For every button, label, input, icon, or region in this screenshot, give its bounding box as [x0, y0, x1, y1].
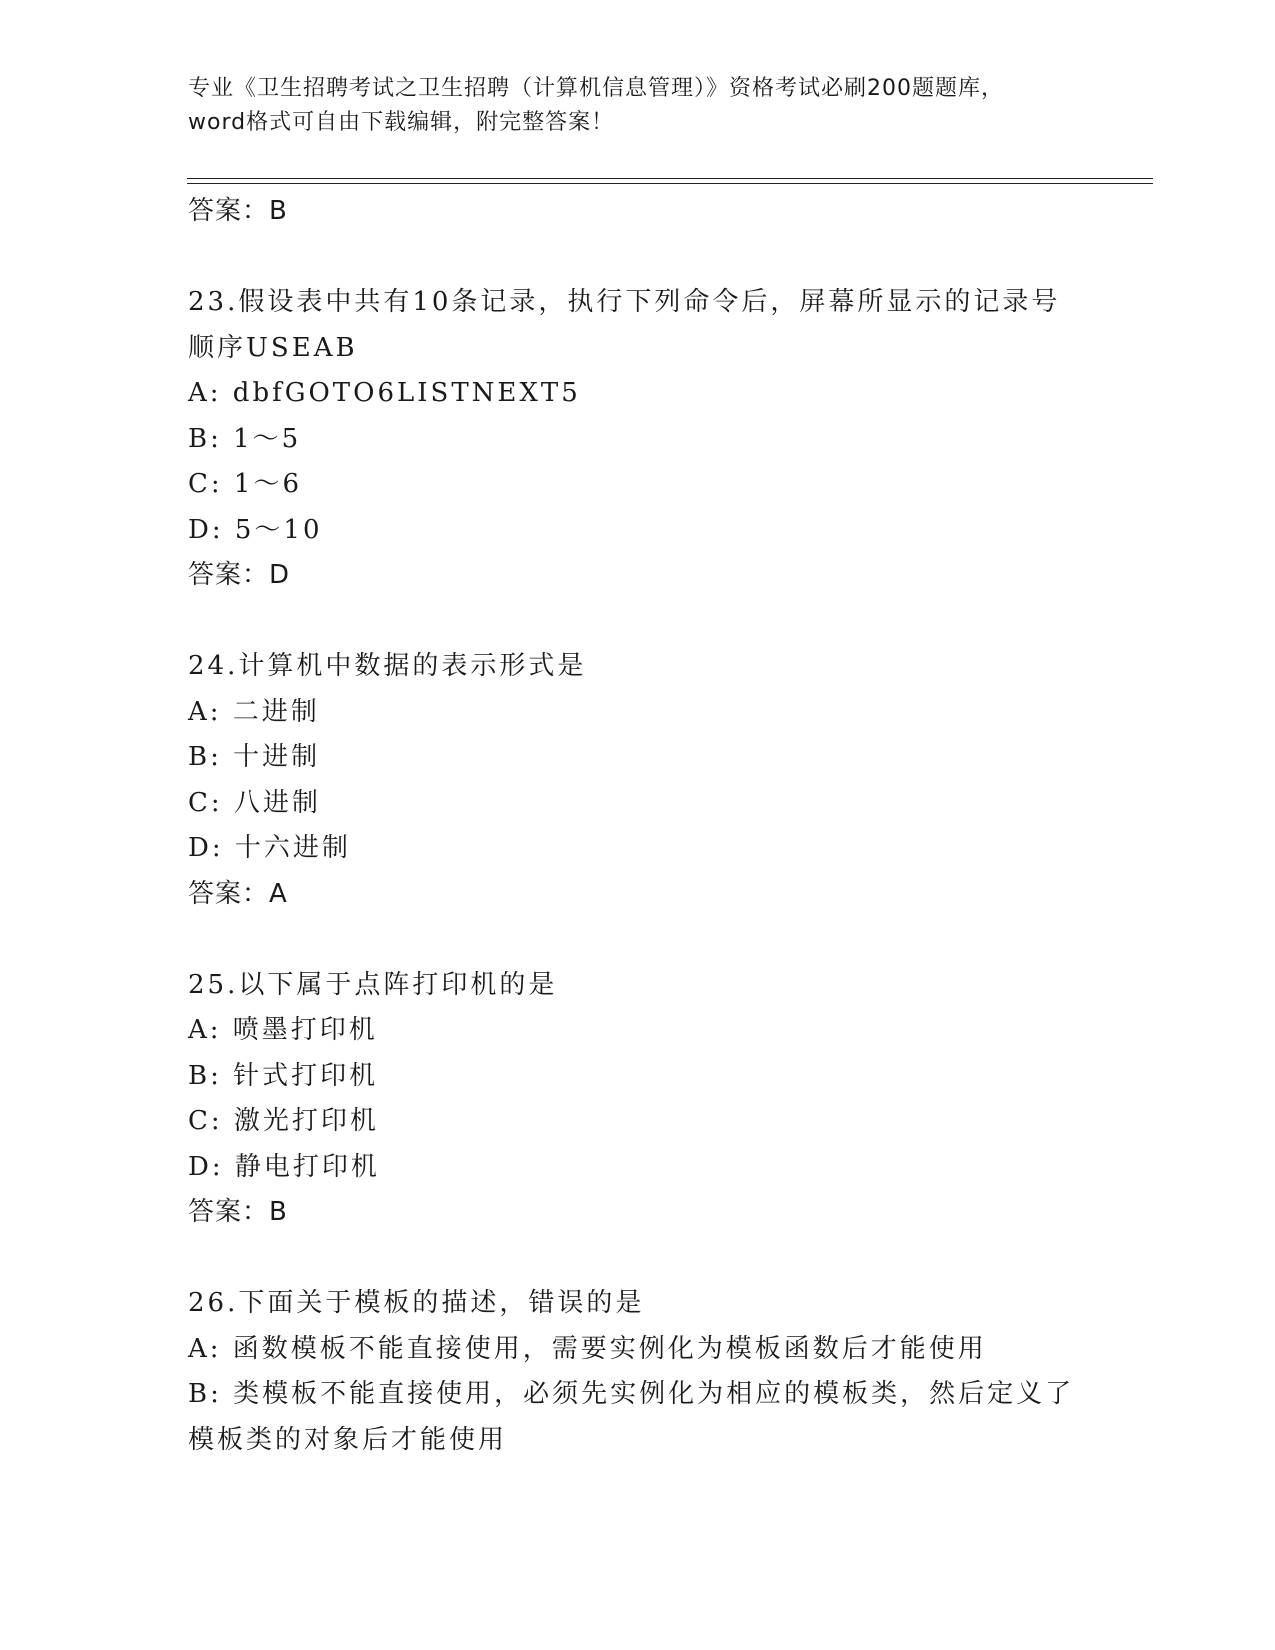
question-24-option-a: A: 二进制: [188, 696, 320, 727]
question-26-option-a: A: 函数模板不能直接使用，需要实例化为模板函数后才能使用: [188, 1333, 987, 1364]
question-23-option-a: A: dbfGOTO6LISTNEXT5: [188, 378, 581, 408]
page-header: [188, 72, 1088, 140]
spacer: [188, 599, 1088, 645]
question-23-stem-2: 顺序USEAB: [188, 332, 358, 363]
question-24-option-d: D: 十六进制: [188, 833, 351, 863]
spacer: [188, 235, 1088, 281]
header-line-1: 专业《卫生招聘考试之卫生招聘（计算机信息管理）》资格考试必刷200题题库，: [188, 76, 1004, 101]
question-23-option-d: D: 5～10: [188, 514, 323, 545]
question-23-option-c: C: 1～6: [188, 469, 303, 499]
question-24-option-b: B: 十进制: [188, 742, 321, 772]
question-25-option-b: B: 针式打印机: [188, 1060, 379, 1091]
question-24-stem: 24.计算机中数据的表示形式是: [188, 651, 587, 681]
question-26-option-b-continued: 模板类的对象后才能使用: [188, 1424, 508, 1455]
question-26-option-b: B: 类模板不能直接使用，必须先实例化为相应的模板类，然后定义了: [188, 1379, 1075, 1409]
question-24-option-c: C: 八进制: [188, 787, 321, 818]
document-body: [188, 189, 1088, 1463]
answer-25: 答案：B: [188, 1197, 288, 1227]
header-divider-bottom: [187, 183, 1153, 184]
header-line-2: word格式可自由下载编辑，附完整答案！: [188, 110, 615, 135]
spacer: [188, 1236, 1088, 1282]
question-25-stem: 25.以下属于点阵打印机的是: [188, 969, 558, 1000]
answer-22: 答案：B: [188, 196, 288, 226]
answer-23: 答案：D: [188, 560, 291, 590]
question-25-option-c: C: 激光打印机: [188, 1106, 379, 1136]
question-25-option-a: A: 喷墨打印机: [188, 1015, 378, 1045]
header-divider-top: [187, 178, 1153, 179]
question-23-option-b: B: 1～5: [188, 423, 302, 454]
question-26-stem: 26.下面关于模板的描述，错误的是: [188, 1288, 645, 1318]
question-25-option-d: D: 静电打印机: [188, 1151, 380, 1182]
answer-24: 答案：A: [188, 878, 288, 909]
question-23-stem-1: 23.假设表中共有10条记录，执行下列命令后，屏幕所显示的记录号: [188, 287, 1061, 317]
spacer: [188, 917, 1088, 963]
